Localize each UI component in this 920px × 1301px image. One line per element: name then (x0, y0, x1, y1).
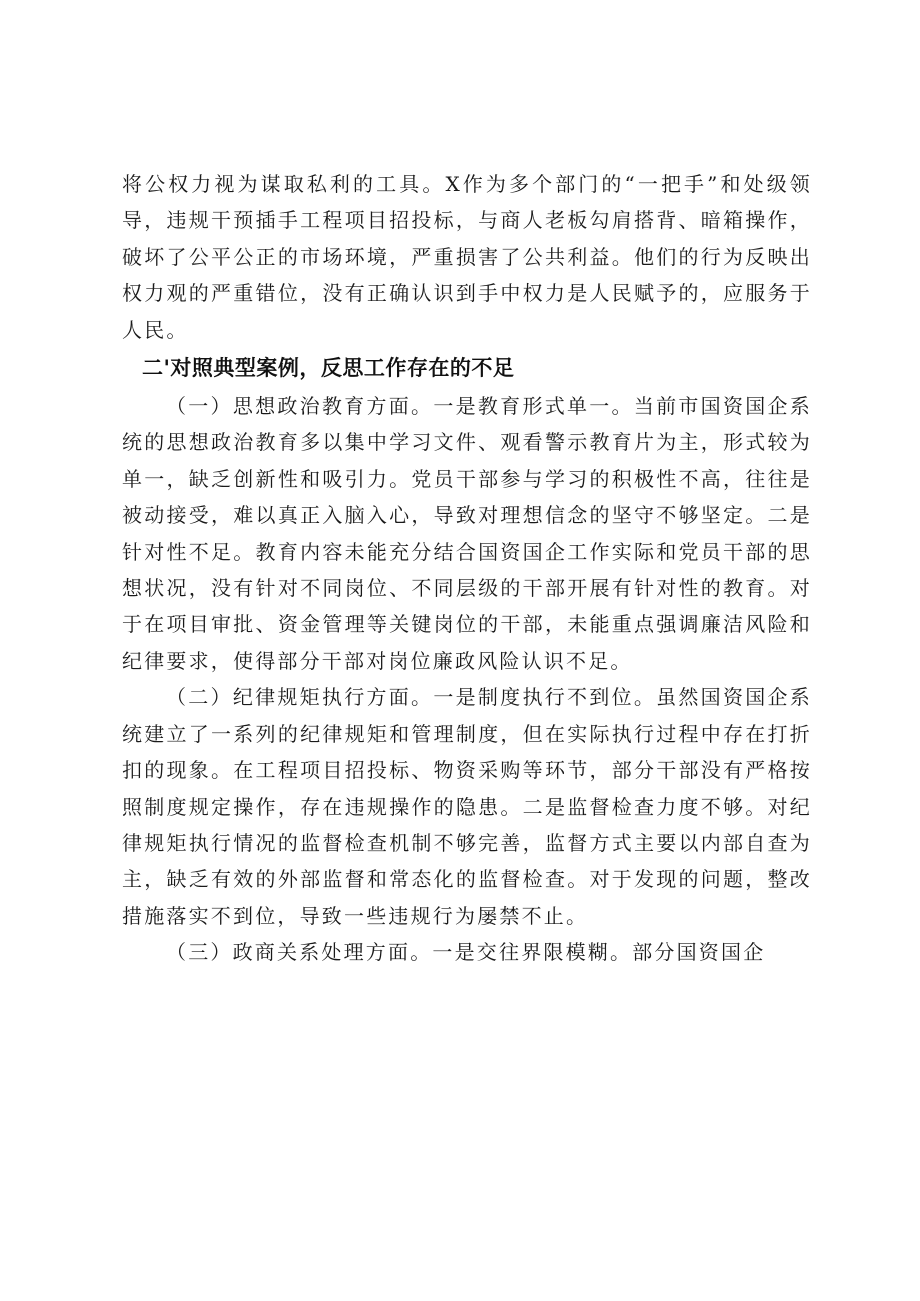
paragraph-ideological-education: （一）思想政治教育方面。一是教育形式单一。当前市国资国企系统的思想政治教育多以集中学习文件、观看警示教育片为主，形式较为单一，缺乏创新性和吸引力。党员干部参与学习的积极性不高，往往是被动接受，难以真正入脑入心，导致对理想信念的坚守不够坚定。二是针对性不足。教育内容未能充分结合国资国企工作实际和党员干部的思想状况，没有针对不同岗位、不同层级的干部开展有针对性的教育。对于在项目审批、资金管理等关键岗位的干部，未能重点强调廉洁风险和纪律要求，使得部分干部对岗位廉政风险认识不足。 (122, 394, 812, 673)
paragraph-discipline-execution: （二）纪律规矩执行方面。一是制度执行不到位。虽然国资国企系统建立了一系列的纪律规矩和管理制度，但在实际执行过程中存在打折扣的现象。在工程项目招投标、物资采购等环节，部分干部没有严格按照制度规定操作，存在违规操作的隐患。二是监督检查力度不够。对纪律规矩执行情况的监督检查机制不够完善，监督方式主要以内部自查为主，缺乏有效的外部监督和常态化的监督检查。对于发现的问题，整改措施落实不到位，导致一些违规行为屡禁不止。 (122, 685, 812, 928)
paragraph-continuation: 将公权力视为谋取私利的工具。X作为多个部门的“一把手”和处级领导，违规干预插手工程项目招投标，与商人老板勾肩搭背、暗箱操作，破坏了公平公正的市场环境，严重损害了公共利益。他们的行为反映出权力观的严重错位，没有正确认识到手中权力是人民赋予的，应服务于人民。 (122, 172, 812, 342)
paragraph-government-business-relations: （三）政商关系处理方面。一是交往界限模糊。部分国资国企 (166, 940, 766, 965)
section-heading: 二'对照典型案例，反思工作存在的不足 (142, 356, 515, 381)
document-body (122, 166, 812, 971)
